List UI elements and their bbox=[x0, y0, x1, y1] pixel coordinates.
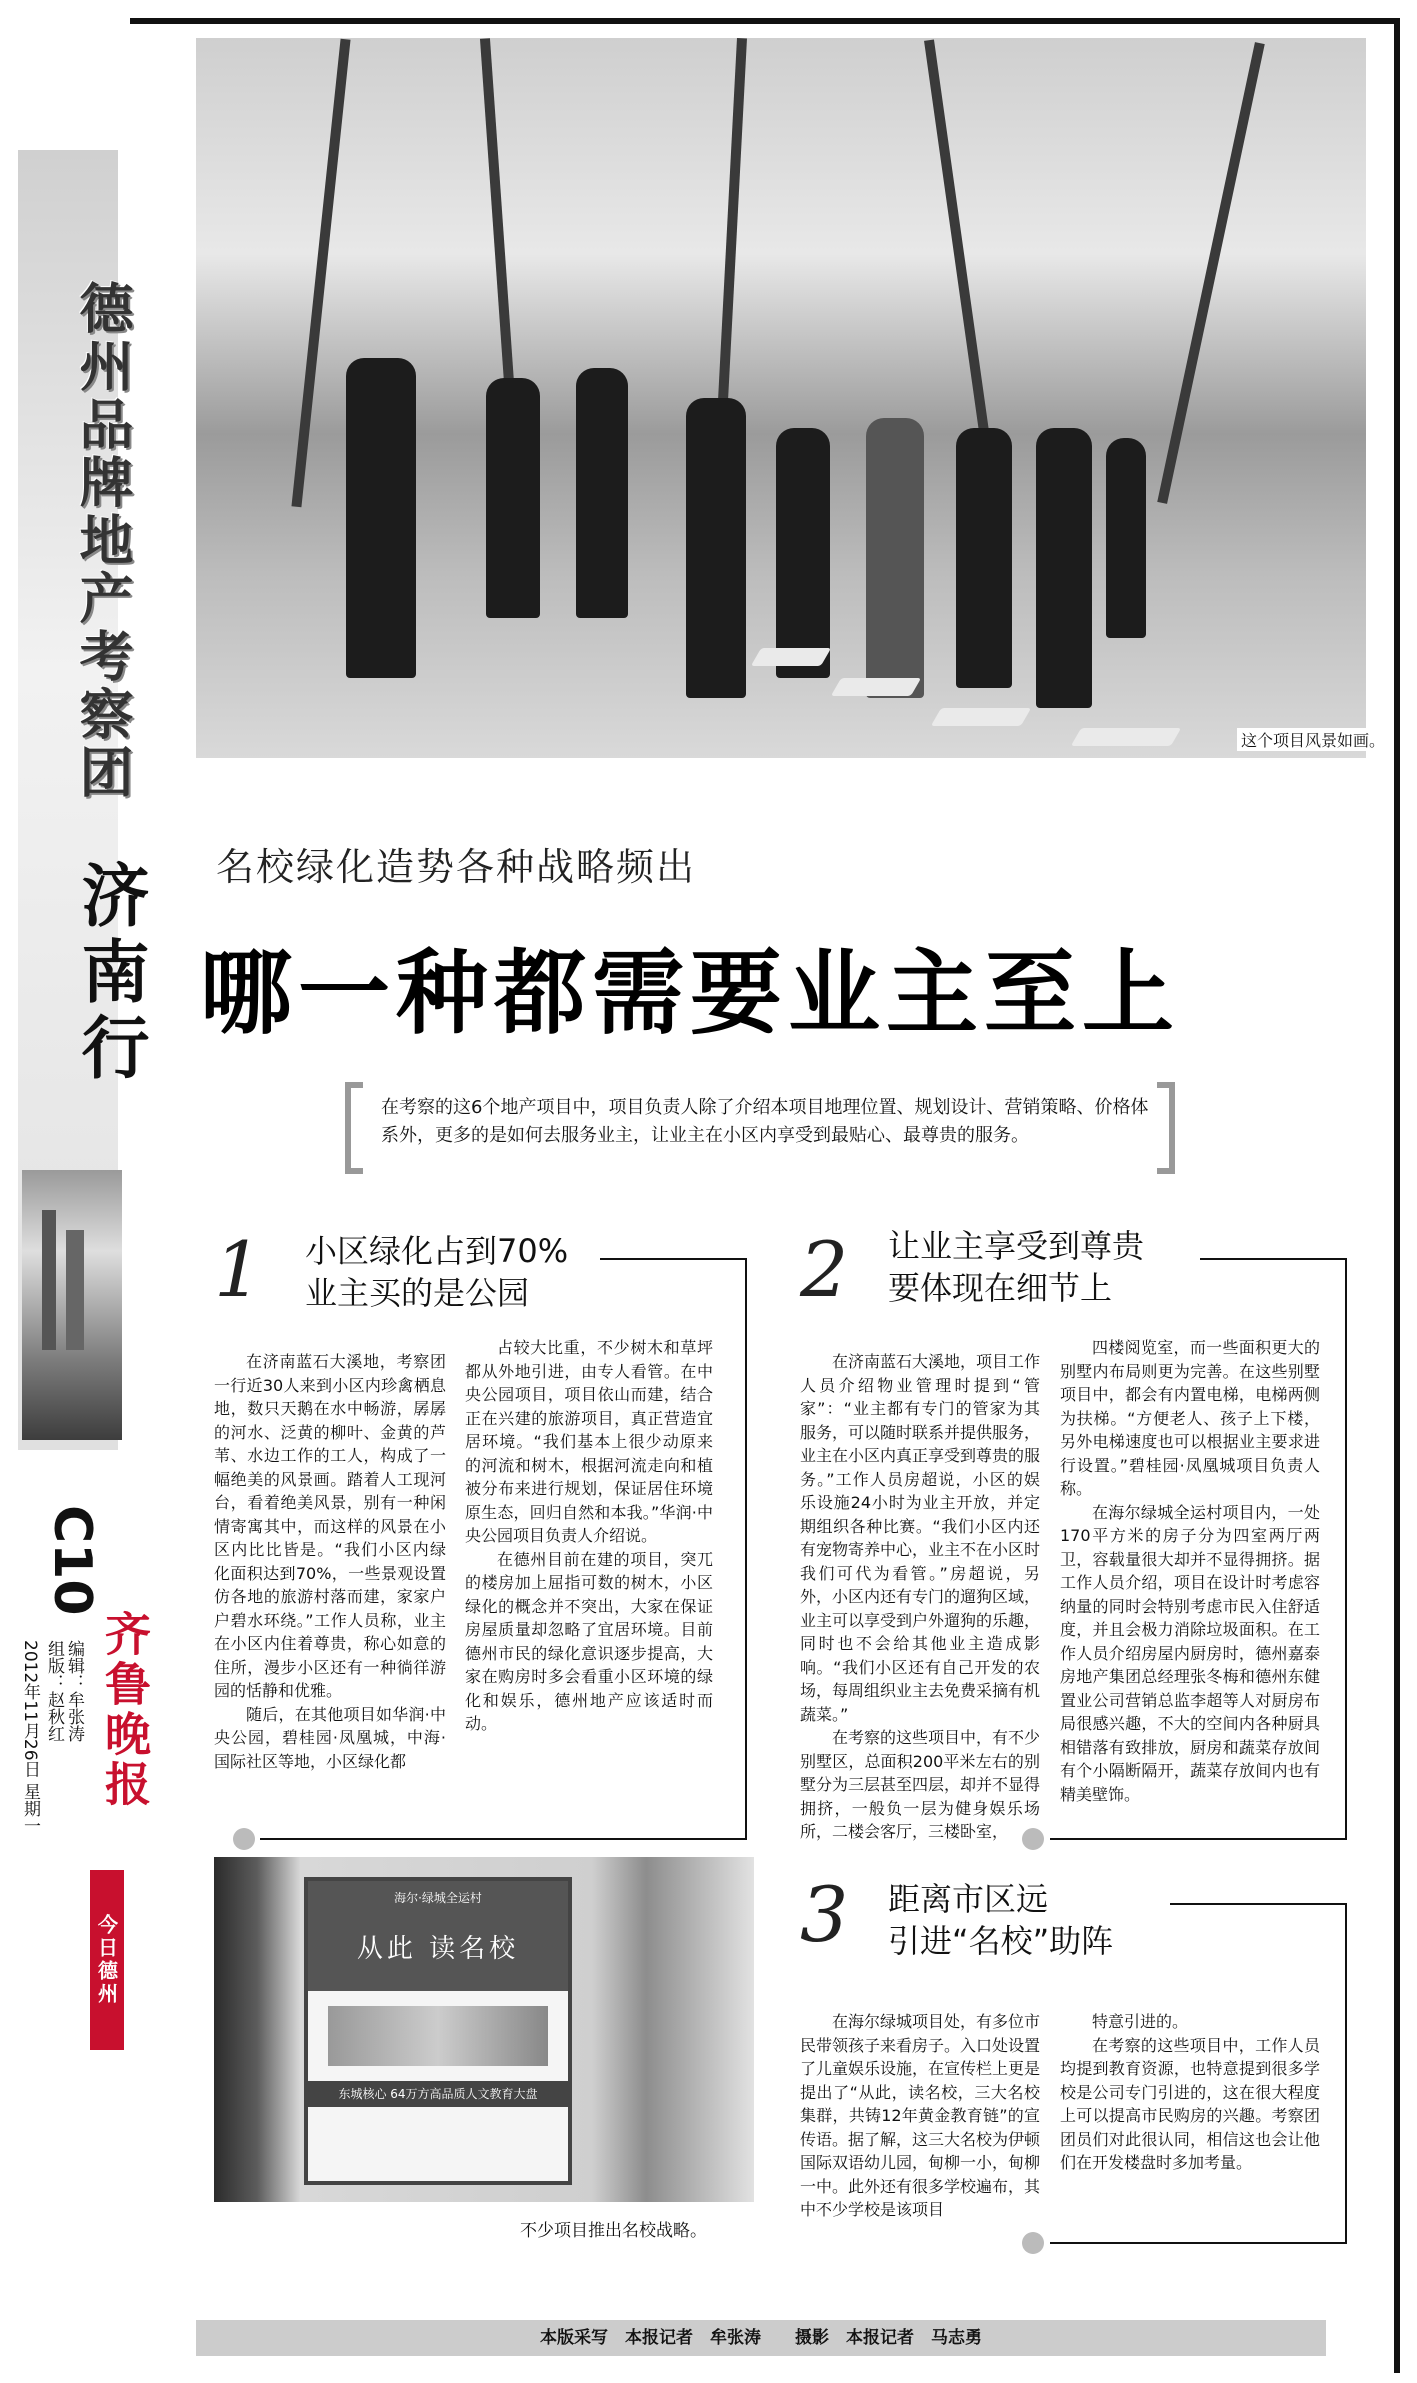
section-3-rule bbox=[1170, 1903, 1345, 1905]
section-1-rule-bottom bbox=[260, 1838, 747, 1840]
section-2-col-1: 在济南蓝石大溪地，项目工作人员介绍物业管理时提到“管家”：“业主都有专门的管家为其服务，可以随时联系并提供服务，业主在小区内真正享受到尊贵的服务。”工作人员房超说，小区的娱乐设施24小时为业主开放，并定期组织各种比赛。“我们小区内还有宠物寄养中心，业主不在小区时我们可代为看管。”房超说，另外，小区内还有专门的遛狗区域，业主可以享受到户外遛狗的乐趣，同时也不会给其他业主造成影响。“我们小区还有自己开发的农场，每周组织业主去免费采摘有机蔬菜。” 在考察的这些项目中，有不少别墅区，总面积200平米左右的别墅分为三层甚至四层，却并不显得拥挤，一般负一层为健身娱乐场所，二楼会客厅，三楼卧室， bbox=[800, 1352, 1041, 1841]
section-2-col-2: 四楼阅览室，而一些面积更大的别墅内布局则更为完善。在这些别墅项目中，都会有内置电梯，电梯两侧为扶梯。“方便老人、孩子上下楼，另外电梯速度也可以根据业主要求进行设置。”碧桂园·凤凰城项目负责人称。 在海尔绿城全运村项目内，一处170平方米的房子分为四室两厅两卫，容载量很大却并不显得拥挤。据工作人员介绍，项目在设计时考虑容纳量的同时会特别考虑市民入住舒适度，并且会极力消除垃圾面积。在工作人员介绍房屋内厨房时，德州嘉泰房地产集团总经理张冬梅和德州东健置业公司营销总监李超等人对厨房布局很感兴趣，不大的空间内各种厨具相错落有致排放，厨房和蔬菜存放间有个小隔断隔开，蔬菜存放间内也有精美壁饰。 bbox=[1060, 1338, 1320, 1804]
section-2-title-line2: 要体现在细节上 bbox=[888, 1269, 1113, 1307]
editor-credits bbox=[44, 1640, 84, 1742]
lead-text: 在考察的这6个地产项目中，项目负责人除了介绍本项目地理位置、规划设计、营销策略、价格体系外，更多的是如何去服务业主，让业主在小区内享受到最贴心、最尊贵的服务。 bbox=[381, 1097, 1149, 1146]
page-number: C10 bbox=[42, 1505, 102, 1616]
school-poster bbox=[304, 1877, 572, 2185]
section-2-title-line1: 让业主享受到尊贵 bbox=[888, 1227, 1145, 1265]
bracket-left bbox=[345, 1082, 363, 1174]
section-3-rule-v bbox=[1345, 1903, 1347, 2243]
kicker: 名校绿化造势各种战略频出 bbox=[216, 845, 697, 889]
section-3-col-2: 特意引进的。 在考察的这些项目中，工作人员均提到教育资源，也特意提到很多学校是公司专门引进的，这在很大程度上可以提高市民购房的兴趣。考察团团员们对此很认同，相信这也会让他们在开发楼盘时多加考量。 bbox=[1060, 2012, 1320, 2172]
section-1-title bbox=[305, 1230, 568, 1314]
frame-right bbox=[1394, 18, 1400, 2373]
section-1-dot bbox=[233, 1828, 255, 1850]
poster-slogan: 从此 读名校 bbox=[356, 1934, 520, 1964]
layout-editor: 组版：赵秋红 bbox=[44, 1640, 64, 1742]
issue-date: 2012年11月26日 星期一 bbox=[20, 1640, 40, 1834]
section-1-col-2: 占较大比重，不少树木和草坪都从外地引进，由专人看管。在中央公园项目，项目依山而建，结合正在兴建的旅游项目，真正营造宜居环境。“我们基本上很少动原来的河流和树木，根据河流走向和植被分布来进行规划，保证居住环境原生态，回归自然和本我。”华润·中央公园项目负责人介绍说。 在德州目前在建的项目，突兀的楼房加上屈指可数的树木，小区绿化的概念并不突出，大家在保证房屋质量却忽略了宜居环境。目前德州市民的绿化意识逐步提高，大家在购房时多会看重小区环境的绿化和娱乐，德州地产应该适时而动。 bbox=[465, 1338, 713, 1733]
photo-bottom bbox=[214, 1857, 754, 2202]
section-1-title-line1: 小区绿化占到70% bbox=[305, 1232, 569, 1270]
poster-bar-text: 东城核心 64万方高品质人文教育大盘 bbox=[308, 2081, 568, 2107]
section-3-title-line1: 距离市区远 bbox=[888, 1880, 1049, 1918]
bracket-right bbox=[1157, 1082, 1175, 1174]
editor: 编辑：牟张涛 bbox=[64, 1640, 84, 1742]
section-2-rule-v bbox=[1345, 1258, 1347, 1838]
section-3-title bbox=[888, 1878, 1113, 1962]
section-3-rule-bottom bbox=[1050, 2242, 1347, 2244]
section-2-rule bbox=[1200, 1258, 1345, 1260]
poster-building-render bbox=[328, 2006, 548, 2066]
frame-top bbox=[130, 18, 1400, 24]
section-1-rule-v bbox=[745, 1258, 747, 1838]
credit-bar: 本版采写 本报记者 牟张涛 摄影 本报记者 马志勇 bbox=[196, 2320, 1326, 2356]
paper-name: 齐鲁晚报 bbox=[98, 1610, 152, 1810]
poster-brand: 海尔·绿城全运村 bbox=[394, 1891, 482, 1905]
section-3-title-line2: 引进“名校”助阵 bbox=[888, 1922, 1114, 1960]
series-title: 德州品牌地产考察团 bbox=[71, 280, 135, 802]
section-1-col-1: 在济南蓝石大溪地，考察团一行近30人来到小区内珍禽栖息地，数只天鹅在水中畅游，孱孱的河水、泛黄的柳叶、金黄的芦苇、水边工作的工人，构成了一幅绝美的风景画。踏着人工现河台，看着绝美风景，别有一种闲情寄寓其中，而这样的风景在小区内比比皆是。“我们小区内绿化面积达到70%，一些景观设置仿各地的旅游村落而建，家家户户碧水环绕。”工作人员称，业主在小区内住着尊贵，称心如意的住所，漫步小区还有一种徜徉游园的恬静和优雅。 随后，在其他项目如华润·中央公园，碧桂园·凤凰城，中海·国际社区等地，小区绿化都 bbox=[214, 1352, 446, 1771]
lead-box bbox=[345, 1082, 1175, 1162]
section-tag: 今日德州 bbox=[90, 1870, 124, 2050]
section-1-rule bbox=[600, 1258, 745, 1260]
photo-top bbox=[196, 38, 1366, 758]
section-1-number: 1 bbox=[214, 1225, 263, 1314]
photo-top-caption: 这个项目风景如画。 bbox=[1237, 728, 1389, 751]
photo-bottom-caption: 不少项目推出名校战略。 bbox=[520, 2221, 707, 2241]
city-title: 济南行 bbox=[70, 860, 150, 1088]
section-2-number: 2 bbox=[800, 1225, 849, 1314]
section-3-number: 3 bbox=[800, 1870, 849, 1959]
headline: 哪一种都需要业主至上 bbox=[200, 940, 1181, 1047]
section-2-rule-bottom bbox=[1050, 1838, 1347, 1840]
section-2-title bbox=[888, 1225, 1144, 1309]
section-3-col-1: 在海尔绿城项目处，有多位市民带领孩子来看房子。入口处设置了儿童娱乐设施，在宣传栏上更是提出了“从此，读名校，三大名校集群，共铸12年黄金教育链”的宣传语。据了解，这三大名校为伊顿国际双语幼儿园，甸柳一小，甸柳一中。此外还有很多学校遍布，其中不少学校是该项目 bbox=[800, 2012, 1041, 2219]
section-1-title-line2: 业主买的是公园 bbox=[305, 1274, 530, 1312]
section-3-dot bbox=[1022, 2232, 1044, 2254]
sidebar-building-photo bbox=[22, 1170, 122, 1440]
